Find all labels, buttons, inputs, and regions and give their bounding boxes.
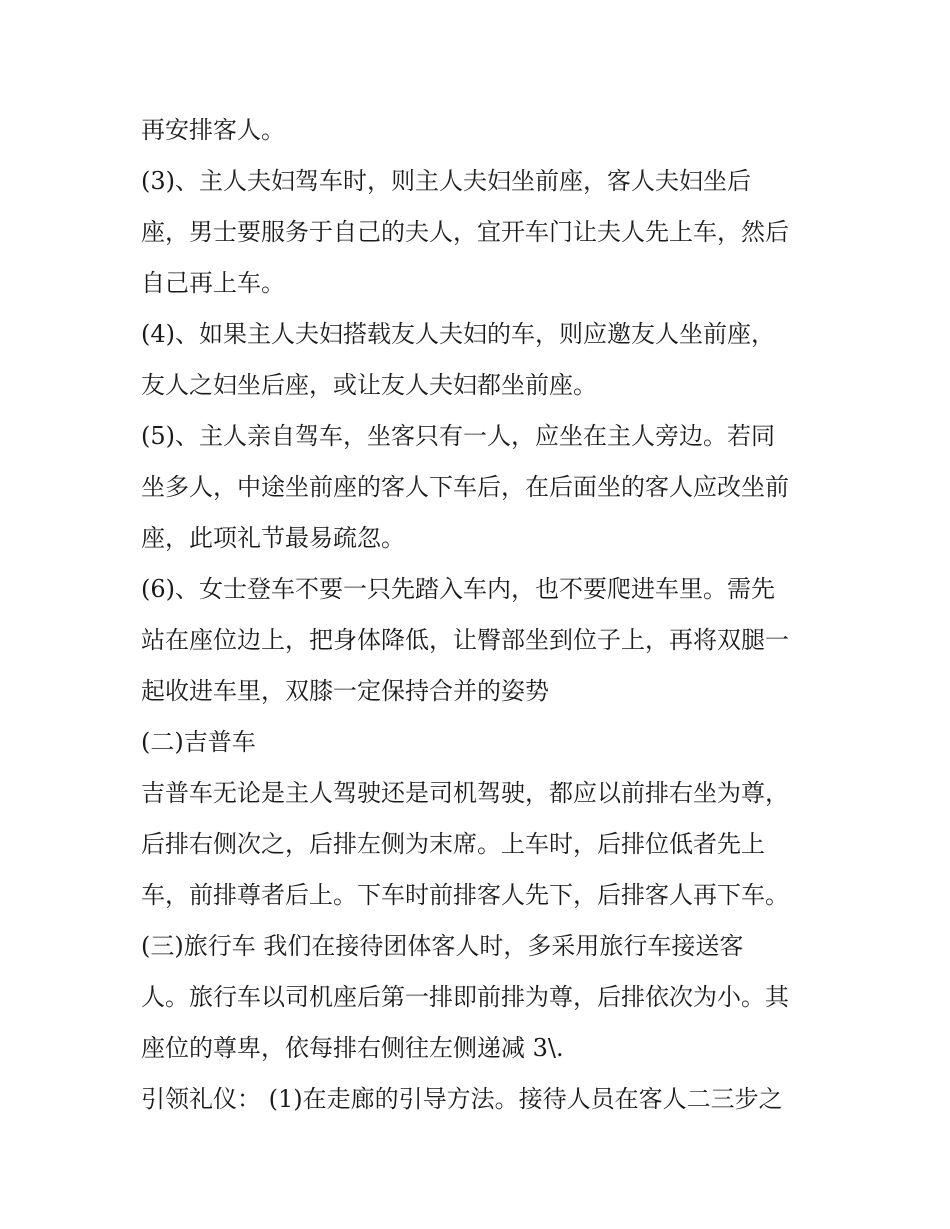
- text-line: 车，前排尊者后上。下车时前排客人先下，后排客人再下车。: [141, 881, 789, 909]
- text-line: 起收进车里，双膝一定保持合并的姿势: [141, 677, 549, 705]
- text-line: (4)、如果主人夫妇搭载友人夫妇的车，则应邀友人坐前座，: [141, 320, 775, 348]
- text-line: 座位的尊卑，依每排右侧往左侧递减 3\.: [141, 1034, 564, 1062]
- text-line: (6)、女士登车不要一只先踏入车内，也不要爬进车里。需先: [141, 575, 775, 603]
- text-line: (5)、主人亲自驾车，坐客只有一人，应坐在主人旁边。若同: [141, 422, 775, 450]
- text-line: 站在座位边上，把身体降低，让臀部坐到位子上，再将双腿一: [141, 626, 789, 654]
- text-line: 坐多人，中途坐前座的客人下车后，在后面坐的客人应改坐前: [141, 473, 789, 501]
- section-heading: (三)旅行车 我们在接待团体客人时，多采用旅行车接送客: [141, 932, 744, 960]
- text-line: 再安排客人。: [141, 116, 285, 144]
- text-line: 后排右侧次之，后排左侧为末席。上车时，后排位低者先上: [141, 830, 765, 858]
- text-line: (3)、主人夫妇驾车时，则主人夫妇坐前座，客人夫妇坐后: [141, 167, 751, 195]
- text-line: 自己再上车。: [141, 269, 285, 297]
- text-line: 吉普车无论是主人驾驶还是司机驾驶，都应以前排右坐为尊，: [141, 779, 789, 807]
- text-line: 座，此项礼节最易疏忽。: [141, 524, 405, 552]
- section-heading: (二)吉普车: [141, 728, 256, 756]
- text-line: 人。旅行车以司机座后第一排即前排为尊，后排依次为小。其: [141, 983, 789, 1011]
- text-line: 座，男士要服务于自己的夫人，宜开车门让夫人先上车，然后: [141, 218, 789, 246]
- text-line: 友人之妇坐后座，或让友人夫妇都坐前座。: [141, 371, 597, 399]
- text-line: 引领礼仪： (1)在走廊的引导方法。接待人员在客人二三步之: [141, 1085, 783, 1113]
